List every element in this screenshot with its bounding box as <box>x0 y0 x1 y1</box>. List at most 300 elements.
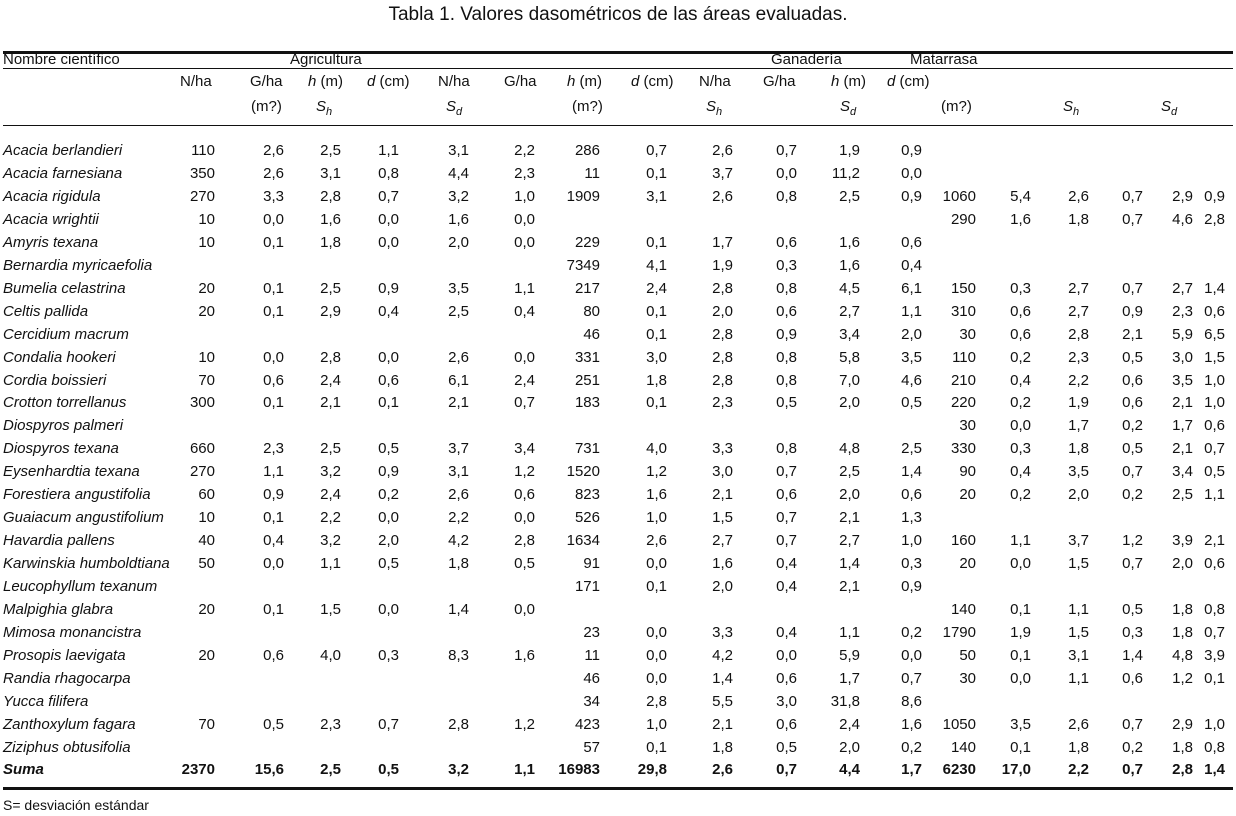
table-cell: 3,1 <box>646 188 667 205</box>
table-cell: 0,6 <box>263 372 284 389</box>
table-cell: 3,5 <box>901 349 922 366</box>
table-cell: 3,2 <box>448 188 469 205</box>
species-name: Acacia wrightii <box>3 211 99 228</box>
table-cell: 0,2 <box>1010 349 1031 366</box>
table-cell: 1,7 <box>1068 417 1089 434</box>
total-cell: 1,4 <box>1204 761 1225 778</box>
table-cell: 1,8 <box>1172 739 1193 756</box>
table-cell: 0,7 <box>514 394 535 411</box>
table-cell: 0,9 <box>901 578 922 595</box>
table-cell: 1050 <box>942 716 976 733</box>
species-name: Bumelia celastrina <box>3 280 126 297</box>
table-cell: 3,1 <box>448 463 469 480</box>
table-cell: 0,0 <box>901 165 922 182</box>
table-cell: 2,7 <box>1068 303 1089 320</box>
column-subheader: $S_h$ <box>706 98 723 118</box>
table-cell: 0,2 <box>378 486 399 503</box>
table-cell: 1,0 <box>1204 716 1225 733</box>
table-cell: 823 <box>574 486 600 503</box>
table-cell: 3,5 <box>1172 372 1193 389</box>
table-cell: 0,0 <box>514 349 535 366</box>
table-cell: 4,4 <box>448 165 469 182</box>
table-cell: 0,6 <box>1204 555 1225 572</box>
table-cell: 0,6 <box>1122 394 1143 411</box>
table-cell: 330 <box>950 440 976 457</box>
table-cell: 2,0 <box>712 303 733 320</box>
table-cell: 0,1 <box>646 326 667 343</box>
table-cell: 1,2 <box>514 463 535 480</box>
table-cell: 3,4 <box>1172 463 1193 480</box>
table-cell: 4,8 <box>1172 647 1193 664</box>
table-cell: 0,1 <box>1010 739 1031 756</box>
table-cell: 1,1 <box>1010 532 1031 549</box>
table-cell: 0,8 <box>776 349 797 366</box>
table-cell: 0,3 <box>901 555 922 572</box>
table-cell: 0,7 <box>378 716 399 733</box>
table-cell: 6,1 <box>901 280 922 297</box>
table-cell: 0,2 <box>1010 486 1031 503</box>
table-cell: 0,0 <box>263 211 284 228</box>
table-cell: 2,6 <box>646 532 667 549</box>
group-ganaderia: Ganadería <box>771 51 842 68</box>
table-cell: 1,1 <box>263 463 284 480</box>
table-cell: 4,0 <box>320 647 341 664</box>
table-cell: 1,5 <box>1068 555 1089 572</box>
table-cell: 5,8 <box>839 349 860 366</box>
table-cell: 1,9 <box>712 257 733 274</box>
table-cell: 3,0 <box>712 463 733 480</box>
column-subheader: $S_h$ <box>1063 98 1080 118</box>
table-cell: 0,1 <box>263 509 284 526</box>
table-cell: 2,1 <box>839 578 860 595</box>
table-cell: 1,8 <box>320 234 341 251</box>
table-cell: 2,8 <box>448 716 469 733</box>
table-cell: 3,1 <box>1068 647 1089 664</box>
table-cell: 1,8 <box>448 555 469 572</box>
table-cell: 0,1 <box>263 280 284 297</box>
table-cell: 229 <box>574 234 600 251</box>
table-cell: 0,8 <box>776 280 797 297</box>
table-cell: 0,1 <box>263 601 284 618</box>
table-cell: 10 <box>198 509 215 526</box>
table-cell: 2,5 <box>839 463 860 480</box>
table-cell: 1,7 <box>1172 417 1193 434</box>
table-cell: 2,8 <box>712 280 733 297</box>
table-cell: 1,6 <box>448 211 469 228</box>
table-cell: 1,2 <box>1122 532 1143 549</box>
column-subheader: $S_d$ <box>1161 98 1178 118</box>
table-cell: 0,0 <box>378 234 399 251</box>
table-cell: 0,0 <box>514 211 535 228</box>
total-cell: 2,6 <box>712 761 733 778</box>
table-cell: 2,3 <box>514 165 535 182</box>
table-cell: 1,4 <box>712 670 733 687</box>
table-cell: 0,5 <box>263 716 284 733</box>
table-cell: 11 <box>584 165 600 182</box>
table-cell: 1,6 <box>646 486 667 503</box>
table-cell: 660 <box>189 440 215 457</box>
group-agricultura: Agricultura <box>290 51 362 68</box>
table-cell: 0,0 <box>514 601 535 618</box>
species-name: Celtis pallida <box>3 303 89 320</box>
table-cell: 0,6 <box>378 372 399 389</box>
table-cell: 0,7 <box>1122 463 1143 480</box>
table-cell: 2,0 <box>1172 555 1193 572</box>
column-subheader: $S_d$ <box>446 98 463 118</box>
total-cell: 1,7 <box>901 761 922 778</box>
table-cell: 2,8 <box>712 372 733 389</box>
table-cell: 0,5 <box>1122 440 1143 457</box>
total-cell: 0,7 <box>1122 761 1143 778</box>
table-cell: 2,0 <box>712 578 733 595</box>
table-cell: 0,9 <box>1122 303 1143 320</box>
column-header: d (cm) <box>631 73 674 90</box>
table-cell: 2,9 <box>320 303 341 320</box>
table-cell: 0,0 <box>514 509 535 526</box>
table-cell: 20 <box>198 647 215 664</box>
table-cell: 0,1 <box>1010 647 1031 664</box>
table-cell: 0,0 <box>378 349 399 366</box>
table-cell: 0,1 <box>263 394 284 411</box>
table-cell: 0,2 <box>901 624 922 641</box>
table-cell: 4,6 <box>1172 211 1193 228</box>
table-cell: 0,0 <box>263 555 284 572</box>
table-cell: 1,6 <box>839 234 860 251</box>
table-cell: 2,1 <box>1204 532 1225 549</box>
table-cell: 0,1 <box>378 394 399 411</box>
table-cell: 3,2 <box>320 463 341 480</box>
table-cell: 0,1 <box>1204 670 1225 687</box>
table-cell: 2,3 <box>320 716 341 733</box>
table-cell: 1060 <box>942 188 976 205</box>
table-cell: 0,4 <box>263 532 284 549</box>
footnote: S= desviación estándar <box>3 797 149 813</box>
table-cell: 1,1 <box>1068 670 1089 687</box>
table-cell: 1,6 <box>514 647 535 664</box>
table-cell: 40 <box>198 532 215 549</box>
table-cell: 0,7 <box>378 188 399 205</box>
table-cell: 0,5 <box>1122 349 1143 366</box>
species-name: Malpighia glabra <box>3 601 114 618</box>
table-cell: 1,1 <box>839 624 860 641</box>
species-name: Ziziphus obtusifolia <box>3 739 131 756</box>
table-cell: 0,7 <box>1204 440 1225 457</box>
table-cell: 0,3 <box>378 647 399 664</box>
table-cell: 3,3 <box>712 440 733 457</box>
table-cell: 251 <box>574 372 600 389</box>
species-name: Mimosa monancistra <box>3 624 142 641</box>
table-cell: 171 <box>574 578 600 595</box>
table-cell: 526 <box>574 509 600 526</box>
table-cell: 1,1 <box>320 555 341 572</box>
total-cell: 4,4 <box>839 761 860 778</box>
table-cell: 0,0 <box>646 670 667 687</box>
table-cell: 1,6 <box>320 211 341 228</box>
table-cell: 0,1 <box>646 394 667 411</box>
table-cell: 0,0 <box>263 349 284 366</box>
table-cell: 0,6 <box>776 486 797 503</box>
table-cell: 3,0 <box>646 349 667 366</box>
table-cell: 2,0 <box>378 532 399 549</box>
table-cell: 0,6 <box>776 234 797 251</box>
table-cell: 0,7 <box>776 532 797 549</box>
table-cell: 140 <box>950 601 976 618</box>
table-cell: 6,1 <box>448 372 469 389</box>
table-cell: 0,8 <box>776 188 797 205</box>
table-cell: 1,6 <box>712 555 733 572</box>
species-name: Zanthoxylum fagara <box>3 716 136 733</box>
table-cell: 0,0 <box>1010 555 1031 572</box>
table-cell: 0,1 <box>646 165 667 182</box>
table-cell: 0,1 <box>646 578 667 595</box>
table-cell: 331 <box>574 349 600 366</box>
table-cell: 2,1 <box>320 394 341 411</box>
table-cell: 0,7 <box>1122 716 1143 733</box>
table-cell: 0,0 <box>776 165 797 182</box>
table-cell: 1,0 <box>646 509 667 526</box>
table-cell: 0,1 <box>646 234 667 251</box>
table-cell: 2,1 <box>448 394 469 411</box>
table-cell: 2,1 <box>839 509 860 526</box>
table-cell: 60 <box>198 486 215 503</box>
table-cell: 3,9 <box>1172 532 1193 549</box>
table-cell: 0,6 <box>1010 326 1031 343</box>
column-header: h (m) <box>567 73 602 90</box>
table-cell: 5,5 <box>712 693 733 710</box>
header-rule <box>3 125 1233 126</box>
table-cell: 1,5 <box>1068 624 1089 641</box>
table-cell: 1,8 <box>1068 211 1089 228</box>
table-cell: 3,4 <box>839 326 860 343</box>
table-cell: 0,8 <box>1204 739 1225 756</box>
table-cell: 0,0 <box>646 647 667 664</box>
table-cell: 3,5 <box>1010 716 1031 733</box>
table-cell: 3,5 <box>1068 463 1089 480</box>
table-cell: 1,5 <box>320 601 341 618</box>
total-cell: 2370 <box>181 761 215 778</box>
table-cell: 0,4 <box>776 555 797 572</box>
table-cell: 1,0 <box>646 716 667 733</box>
table-cell: 0,4 <box>776 624 797 641</box>
table-cell: 2,7 <box>839 532 860 549</box>
table-cell: 2,7 <box>1068 280 1089 297</box>
table-cell: 2,8 <box>320 188 341 205</box>
table-cell: 1909 <box>566 188 600 205</box>
total-cell: 6230 <box>942 761 976 778</box>
table-cell: 0,2 <box>1010 394 1031 411</box>
column-header: N/ha <box>438 73 470 90</box>
table-cell: 0,6 <box>1204 303 1225 320</box>
table-cell: 0,2 <box>1122 417 1143 434</box>
table-cell: 2,1 <box>712 486 733 503</box>
table-cell: 0,7 <box>1204 624 1225 641</box>
column-header: G/ha <box>504 73 537 90</box>
column-subheader: $S_d$ <box>840 98 857 118</box>
species-name: Acacia berlandieri <box>3 142 123 159</box>
top-rule <box>3 51 1233 54</box>
table-cell: 0,6 <box>776 303 797 320</box>
table-cell: 3,0 <box>1172 349 1193 366</box>
table-cell: 50 <box>198 555 215 572</box>
table-cell: 0,8 <box>776 372 797 389</box>
table-cell: 8,6 <box>901 693 922 710</box>
column-header: d (cm) <box>367 73 410 90</box>
table-cell: 110 <box>952 349 976 366</box>
table-cell: 20 <box>959 486 976 503</box>
total-cell: 17,0 <box>1001 761 1031 778</box>
table-cell: 1,9 <box>839 142 860 159</box>
total-cell: 3,2 <box>448 761 469 778</box>
species-name: Bernardia myricaefolia <box>3 257 153 274</box>
table-cell: 2,4 <box>646 280 667 297</box>
species-name: Condalia hookeri <box>3 349 116 366</box>
table-cell: 46 <box>583 670 600 687</box>
table-cell: 1,4 <box>901 463 922 480</box>
table-cell: 20 <box>198 280 215 297</box>
table-cell: 2,4 <box>320 486 341 503</box>
table-cell: 5,9 <box>839 647 860 664</box>
table-cell: 0,6 <box>901 234 922 251</box>
table-cell: 2,4 <box>320 372 341 389</box>
table-cell: 30 <box>959 670 976 687</box>
table-cell: 2,8 <box>1204 211 1225 228</box>
table-cell: 3,3 <box>712 624 733 641</box>
table-cell: 11,2 <box>831 165 860 182</box>
table-cell: 23 <box>583 624 600 641</box>
table-cell: 20 <box>959 555 976 572</box>
table-cell: 0,4 <box>378 303 399 320</box>
table-cell: 0,8 <box>1204 601 1225 618</box>
first-column-header: Nombre científico <box>3 51 120 68</box>
species-name: Diospyros palmeri <box>3 417 124 434</box>
table-cell: 80 <box>583 303 600 320</box>
table-cell: 2,0 <box>1068 486 1089 503</box>
table-cell: 1,9 <box>1010 624 1031 641</box>
table-cell: 3,3 <box>263 188 284 205</box>
table-cell: 0,6 <box>514 486 535 503</box>
column-header: N/ha <box>699 73 731 90</box>
table-cell: 2,3 <box>1068 349 1089 366</box>
table-cell: 0,6 <box>1204 417 1225 434</box>
column-subheader: (m?) <box>572 98 603 115</box>
table-cell: 0,4 <box>514 303 535 320</box>
table-cell: 1,1 <box>514 280 535 297</box>
table-cell: 270 <box>189 188 215 205</box>
table-cell: 0,7 <box>1122 211 1143 228</box>
table-cell: 4,2 <box>448 532 469 549</box>
table-title: Tabla 1. Valores dasométricos de las áreas evaluadas. <box>388 4 848 25</box>
table-cell: 2,8 <box>320 349 341 366</box>
table-cell: 2,1 <box>1172 440 1193 457</box>
total-label: Suma <box>3 761 44 778</box>
total-cell: 0,7 <box>776 761 797 778</box>
table-cell: 183 <box>574 394 600 411</box>
table-cell: 1,8 <box>1172 601 1193 618</box>
table-cell: 0,0 <box>378 211 399 228</box>
table-cell: 0,2 <box>1122 486 1143 503</box>
table-cell: 3,7 <box>448 440 469 457</box>
total-cell: 2,2 <box>1068 761 1089 778</box>
column-header: h (m) <box>831 73 866 90</box>
table-cell: 31,8 <box>830 693 860 710</box>
column-header: h (m) <box>308 73 343 90</box>
group-rule <box>3 68 1233 69</box>
table-cell: 70 <box>198 372 215 389</box>
table-cell: 210 <box>950 372 976 389</box>
table-cell: 0,6 <box>1010 303 1031 320</box>
table-cell: 290 <box>950 211 976 228</box>
table-cell: 0,9 <box>901 142 922 159</box>
total-cell: 0,5 <box>378 761 399 778</box>
table-cell: 1,9 <box>1068 394 1089 411</box>
column-header: G/ha <box>763 73 796 90</box>
table-cell: 20 <box>198 303 215 320</box>
table-cell: 2,5 <box>448 303 469 320</box>
table-cell: 1,6 <box>1010 211 1031 228</box>
table-cell: 2,0 <box>839 394 860 411</box>
table-cell: 2,0 <box>448 234 469 251</box>
table-cell: 0,5 <box>776 394 797 411</box>
table-cell: 57 <box>583 739 600 756</box>
species-name: Guaiacum angustifolium <box>3 509 164 526</box>
species-name: Forestiera angustifolia <box>3 486 151 503</box>
table-cell: 220 <box>950 394 976 411</box>
total-cell: 2,8 <box>1172 761 1193 778</box>
total-cell: 29,8 <box>637 761 667 778</box>
table-cell: 2,5 <box>839 188 860 205</box>
table-cell: 20 <box>198 601 215 618</box>
table-cell: 4,0 <box>646 440 667 457</box>
table-cell: 34 <box>583 693 600 710</box>
table-cell: 2,5 <box>1172 486 1193 503</box>
table-cell: 0,5 <box>378 440 399 457</box>
species-name: Eysenhardtia texana <box>3 463 140 480</box>
table-cell: 0,4 <box>901 257 922 274</box>
table-cell: 2,8 <box>1068 326 1089 343</box>
table-cell: 3,7 <box>1068 532 1089 549</box>
table-cell: 2,6 <box>1068 188 1089 205</box>
table-cell: 5,9 <box>1172 326 1193 343</box>
table-cell: 1,2 <box>646 463 667 480</box>
table-cell: 2,8 <box>712 326 733 343</box>
table-cell: 0,2 <box>901 739 922 756</box>
table-cell: 1,1 <box>901 303 922 320</box>
table-cell: 160 <box>950 532 976 549</box>
table-cell: 2,4 <box>514 372 535 389</box>
table-cell: 0,0 <box>646 624 667 641</box>
table-cell: 2,6 <box>712 142 733 159</box>
table-cell: 2,5 <box>320 142 341 159</box>
total-cell: 1,1 <box>514 761 535 778</box>
table-cell: 0,8 <box>378 165 399 182</box>
table-cell: 2,7 <box>712 532 733 549</box>
table-cell: 1,8 <box>1068 440 1089 457</box>
species-name: Karwinskia humboldtiana <box>3 555 170 572</box>
table-cell: 0,7 <box>1122 280 1143 297</box>
table-cell: 150 <box>950 280 976 297</box>
species-name: Prosopis laevigata <box>3 647 126 664</box>
column-header: G/ha <box>250 73 283 90</box>
table-cell: 1,0 <box>514 188 535 205</box>
table-cell: 0,0 <box>901 647 922 664</box>
table-cell: 3,1 <box>448 142 469 159</box>
table-cell: 1,7 <box>712 234 733 251</box>
table-cell: 0,0 <box>1010 670 1031 687</box>
table-cell: 2,6 <box>263 165 284 182</box>
table-cell: 2,3 <box>712 394 733 411</box>
table-cell: 0,1 <box>1010 601 1031 618</box>
table-cell: 1,2 <box>1172 670 1193 687</box>
